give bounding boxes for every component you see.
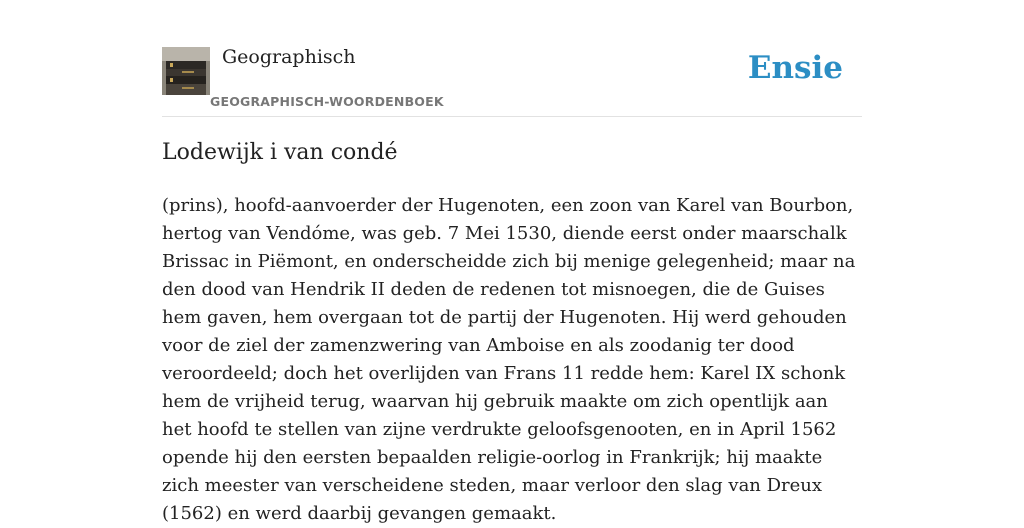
- entry-body: (prins), hoofd-aanvoerder der Hugenoten, een zoon van Karel van Bourbon, hertog van Vendóme, was geb. 7 Mei 1530, diende eerst onder maarschalk Brissac in Piëmont, en onderscheidde zich bij menige gelegenheid; maar na den dood van Hendrik II deden de redenen tot misnoegen, die de Guises hem gaven, hem overgaan tot de partij der Hugenoten. Hij werd gehouden voor de ziel der zamenzwering van Amboise en als zoodanig ter dood veroordeeld; doch het overlijden van Frans 11 redde hem: Karel IX schonk hem de vrijheid terug, waarvan hij gebruik maakte om zich opentlijk aan het hoofd te stellen van zijne verdrukte geloofsgenooten, en in April 1562 opende hij den eersten bepaalden religie-oorlog in Frankrijk; hij maakte zich meester van verscheidene steden, maar verloor den slag van Dreux (1562) en werd daarbij gevangen gemaakt.: [162, 195, 856, 524]
- source-subtitle[interactable]: GEOGRAPHISCH-WOORDENBOEK: [210, 94, 444, 109]
- source-avatar[interactable]: [162, 47, 210, 95]
- books-icon: [162, 47, 210, 95]
- entry-title: Lodewijk i van condé: [162, 140, 398, 165]
- source-title[interactable]: Geographisch: [222, 46, 356, 68]
- source-header: [162, 0, 862, 117]
- brand-logo[interactable]: Ensie: [747, 50, 843, 86]
